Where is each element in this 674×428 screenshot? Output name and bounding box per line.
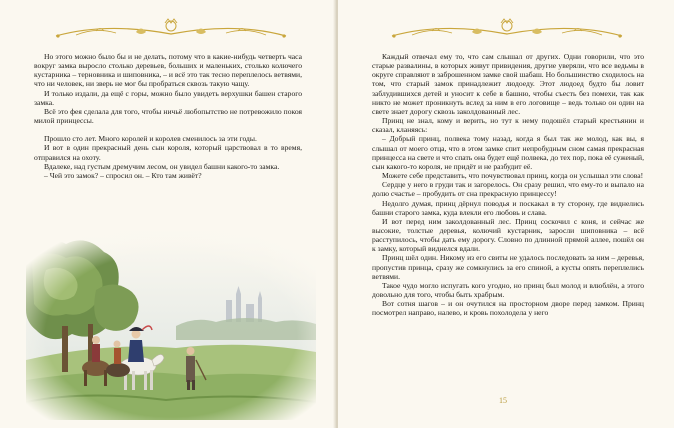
paragraph: Такое чудо могло испугать кого угодно, но принц был молод и влюблён, а этого довольно для того, чтобы быть храбрым. bbox=[372, 280, 644, 300]
paragraph: И вот перед ним заколдованный лес. Принц соскочил с коня, и сейчас же высокие, толстые деревья, колючий кустарник, заросли шиповника – всё расступилось, чтобы дать ему дорогу. Словно по длинной прямой аллее, пошёл он к замку, который виднелся вдали. bbox=[372, 216, 644, 254]
paragraph: Всё это фея сделала для того, чтобы ничьё любопытство не потревожило покоя милой принцессы. bbox=[34, 106, 302, 126]
left-page bbox=[0, 0, 336, 428]
right-page bbox=[338, 0, 674, 428]
page-number: 15 bbox=[499, 396, 507, 405]
paragraph: Принц шёл один. Никому из его свиты не удалось последовать за ним – деревья, пропустив принца, сразу же сомкнулись за его спиной, а кусты опять переплелись ветвями. bbox=[372, 253, 644, 281]
paragraph: Принц не знал, кому и верить, но тут к нему подошёл старый крестьянин и сказал, кланяясь: bbox=[372, 116, 644, 135]
paragraph: И только издали, да ещё с горы, можно было увидеть верхушки башен старого замка. bbox=[34, 88, 302, 107]
paragraph: Но этого можно было бы и не делать, потому что в какие-нибудь четверть часа вокруг замка выросло столько деревьев, больших и маленьких, столько колючего кустарника – терновника и шиповника, – и всё это так тесно переплелось ветвями, что ни человек, ни зверь не мог бы пробраться сквозь такую чащу. bbox=[34, 52, 302, 89]
paragraph: Вот сотня шагов – и он очутился на просторном дворе перед замком. Принц посмотрел направо, налево, и кровь похолодела у него bbox=[372, 299, 644, 318]
paragraph: – Добрый принц, полвека тому назад, когда я был так же молод, как вы, я слышал от моего отца, что в этом замке спит непробудным сном самая прекрасная принцесса на свете и что спать она будет ещё полвека, до тех пор, пока её суженый, сын какого-то короля, не придёт и не разбудит её. bbox=[372, 134, 644, 171]
illustration-prince-and-peasant-icon bbox=[26, 230, 316, 420]
left-page-text bbox=[34, 52, 302, 180]
header-ornament-icon bbox=[36, 18, 306, 44]
paragraph: Недолго думая, принц дёрнул поводья и поскакал в ту сторону, где виднелись башни старого замка, куда влекли его любовь и слава. bbox=[372, 198, 644, 217]
paragraph: Прошло сто лет. Много королей и королев сменилось за эти годы. bbox=[44, 134, 257, 144]
paragraph: Вдалеке, над густым дремучим лесом, он увидел башни какого-то замка. bbox=[44, 161, 280, 171]
right-page-text bbox=[372, 52, 644, 318]
paragraph: – Чей это замок? – спросил он. – Кто там живёт? bbox=[44, 170, 202, 180]
paragraph: Сердце у него в груди так и загорелось. Он сразу решил, что ему-то и выпало на долю счастье – пробудить от сна прекрасную принцессу! bbox=[372, 180, 644, 199]
paragraph: Каждый отвечал ему то, что сам слышал от других. Одни говорили, что это старые развалины, в которых живут привидения, другие уверяли, что все ведьмы в округе справляют в заброшенном замке свой шабаш. Но большинство сходилось на том, что старый замок принадлежит людоеду. Этот людоед будто бы ловит заблудившихся детей и уносит к себе в башню, чтобы съесть без помехи, так как никто не может проникнуть вслед за ним в его логовище – ведь только он один на свете знает дорогу сквозь заколдованный лес. bbox=[372, 52, 644, 116]
paragraph: И вот в один прекрасный день сын короля, который царствовал в то время, отправился на охоту. bbox=[34, 143, 302, 162]
header-ornament-icon bbox=[372, 18, 642, 44]
paragraph: Можете себе представить, что почувствовал принц, когда он услышал эти слова! bbox=[382, 171, 644, 181]
